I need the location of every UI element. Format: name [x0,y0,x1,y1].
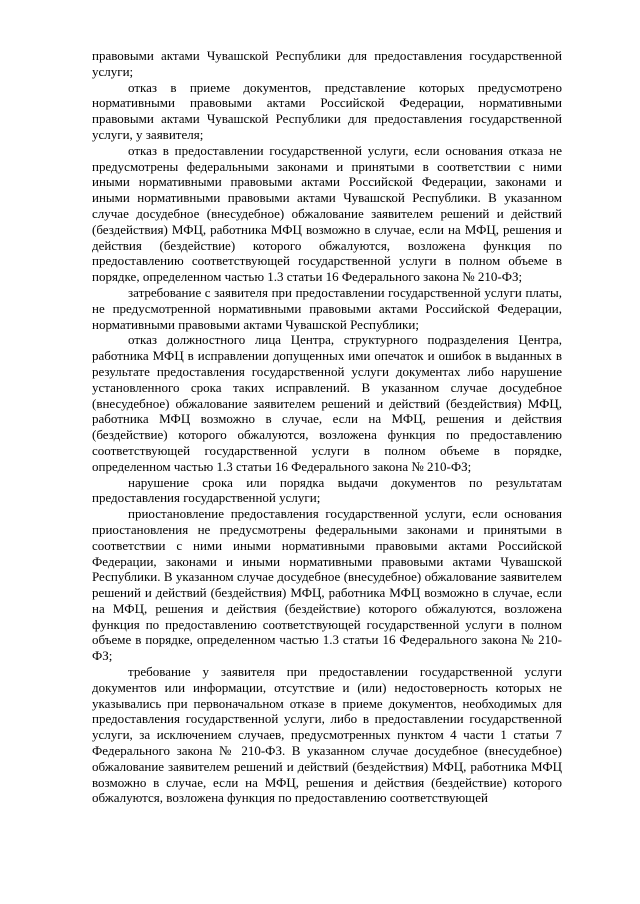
paragraph-deadline-violation: нарушение срока или порядка выдачи документов по результатам предоставления государственной услуги; [92,474,562,506]
paragraph-document-requirement: требование у заявителя при предоставлении государственной услуги документов или информации, отсутствие и (или) недостоверность которых не указывались при первоначальном отказе в приеме документов, необходимых для предоставления государственной услуги, либо в предоставлении государственной услуги, за исключением случаев, предусмотренных пунктом 4 части 1 статьи 7 Федерального закона № 210-ФЗ. В указанном случае досудебное (внесудебное) обжалование заявителем решений и действий (бездействия) МФЦ, работника МФЦ возможно в случае, если на МФЦ, решения и действия (бездействие) которого обжалуются, возложена функция по предоставлению соответствующей [92,664,562,806]
document-page [92,48,562,806]
paragraph-correction-refusal: отказ должностного лица Центра, структурного подразделения Центра, работника МФЦ в исправлении допущенных ими опечаток и ошибок в выданных в результате предоставления государственной услуги документах либо нарушение установленного срока таких исправлений. В указанном случае досудебное (внесудебное) обжалование заявителем решений и действий (бездействия) МФЦ, работника МФЦ возможно в случае, если на МФЦ, решения и действия (бездействие) которого обжалуются, возложена функция по предоставлению соответствующей государственной услуги в полном объеме в порядке, определенном частью 1.3 статьи 16 Федерального закона № 210-ФЗ; [92,332,562,474]
paragraph-continuation: правовыми актами Чувашской Республики для предоставления государственной услуги; [92,48,562,79]
paragraph-suspension: приостановление предоставления государственной услуги, если основания приостановления не предусмотрены федеральными законами и принятыми в соответствии с ними иными нормативными правовыми актами Российской Федерации, законами и иными нормативными правовыми актами Чувашской Республики. В указанном случае досудебное (внесудебное) обжалование заявителем решений и действий (бездействия) МФЦ, работника МФЦ возможно в случае, если на МФЦ, решения и действия (бездействие) которого обжалуются, возложена функция по предоставлению соответствующей государственной услуги в полном объеме в порядке, определенном частью 1.3 статьи 16 Федерального закона № 210-ФЗ; [92,506,562,664]
paragraph-document-refusal: отказ в приеме документов, представление которых предусмотрено нормативными правовыми актами Российской Федерации, нормативными правовыми актами Чувашской Республики для предоставления государственной услуги, у заявителя; [92,79,562,142]
paragraph-fee-demand: затребование с заявителя при предоставлении государственной услуги платы, не предусмотренной нормативными правовыми актами Российской Федерации, нормативными правовыми актами Чувашской Республики; [92,284,562,332]
paragraph-service-refusal: отказ в предоставлении государственной услуги, если основания отказа не предусмотрены федеральными законами и принятыми в соответствии с ними иными нормативными правовыми актами Российской Федерации, законами и иными нормативными правовыми актами Чувашской Республики. В указанном случае досудебное (внесудебное) обжалование заявителем решений и действий (бездействия) МФЦ, работника МФЦ возможно в случае, если на МФЦ, решения и действия (бездействие) которого обжалуются, возложена функция по предоставлению соответствующей государственной услуги в полном объеме в порядке, определенном частью 1.3 статьи 16 Федерального закона № 210-ФЗ; [92,142,562,285]
